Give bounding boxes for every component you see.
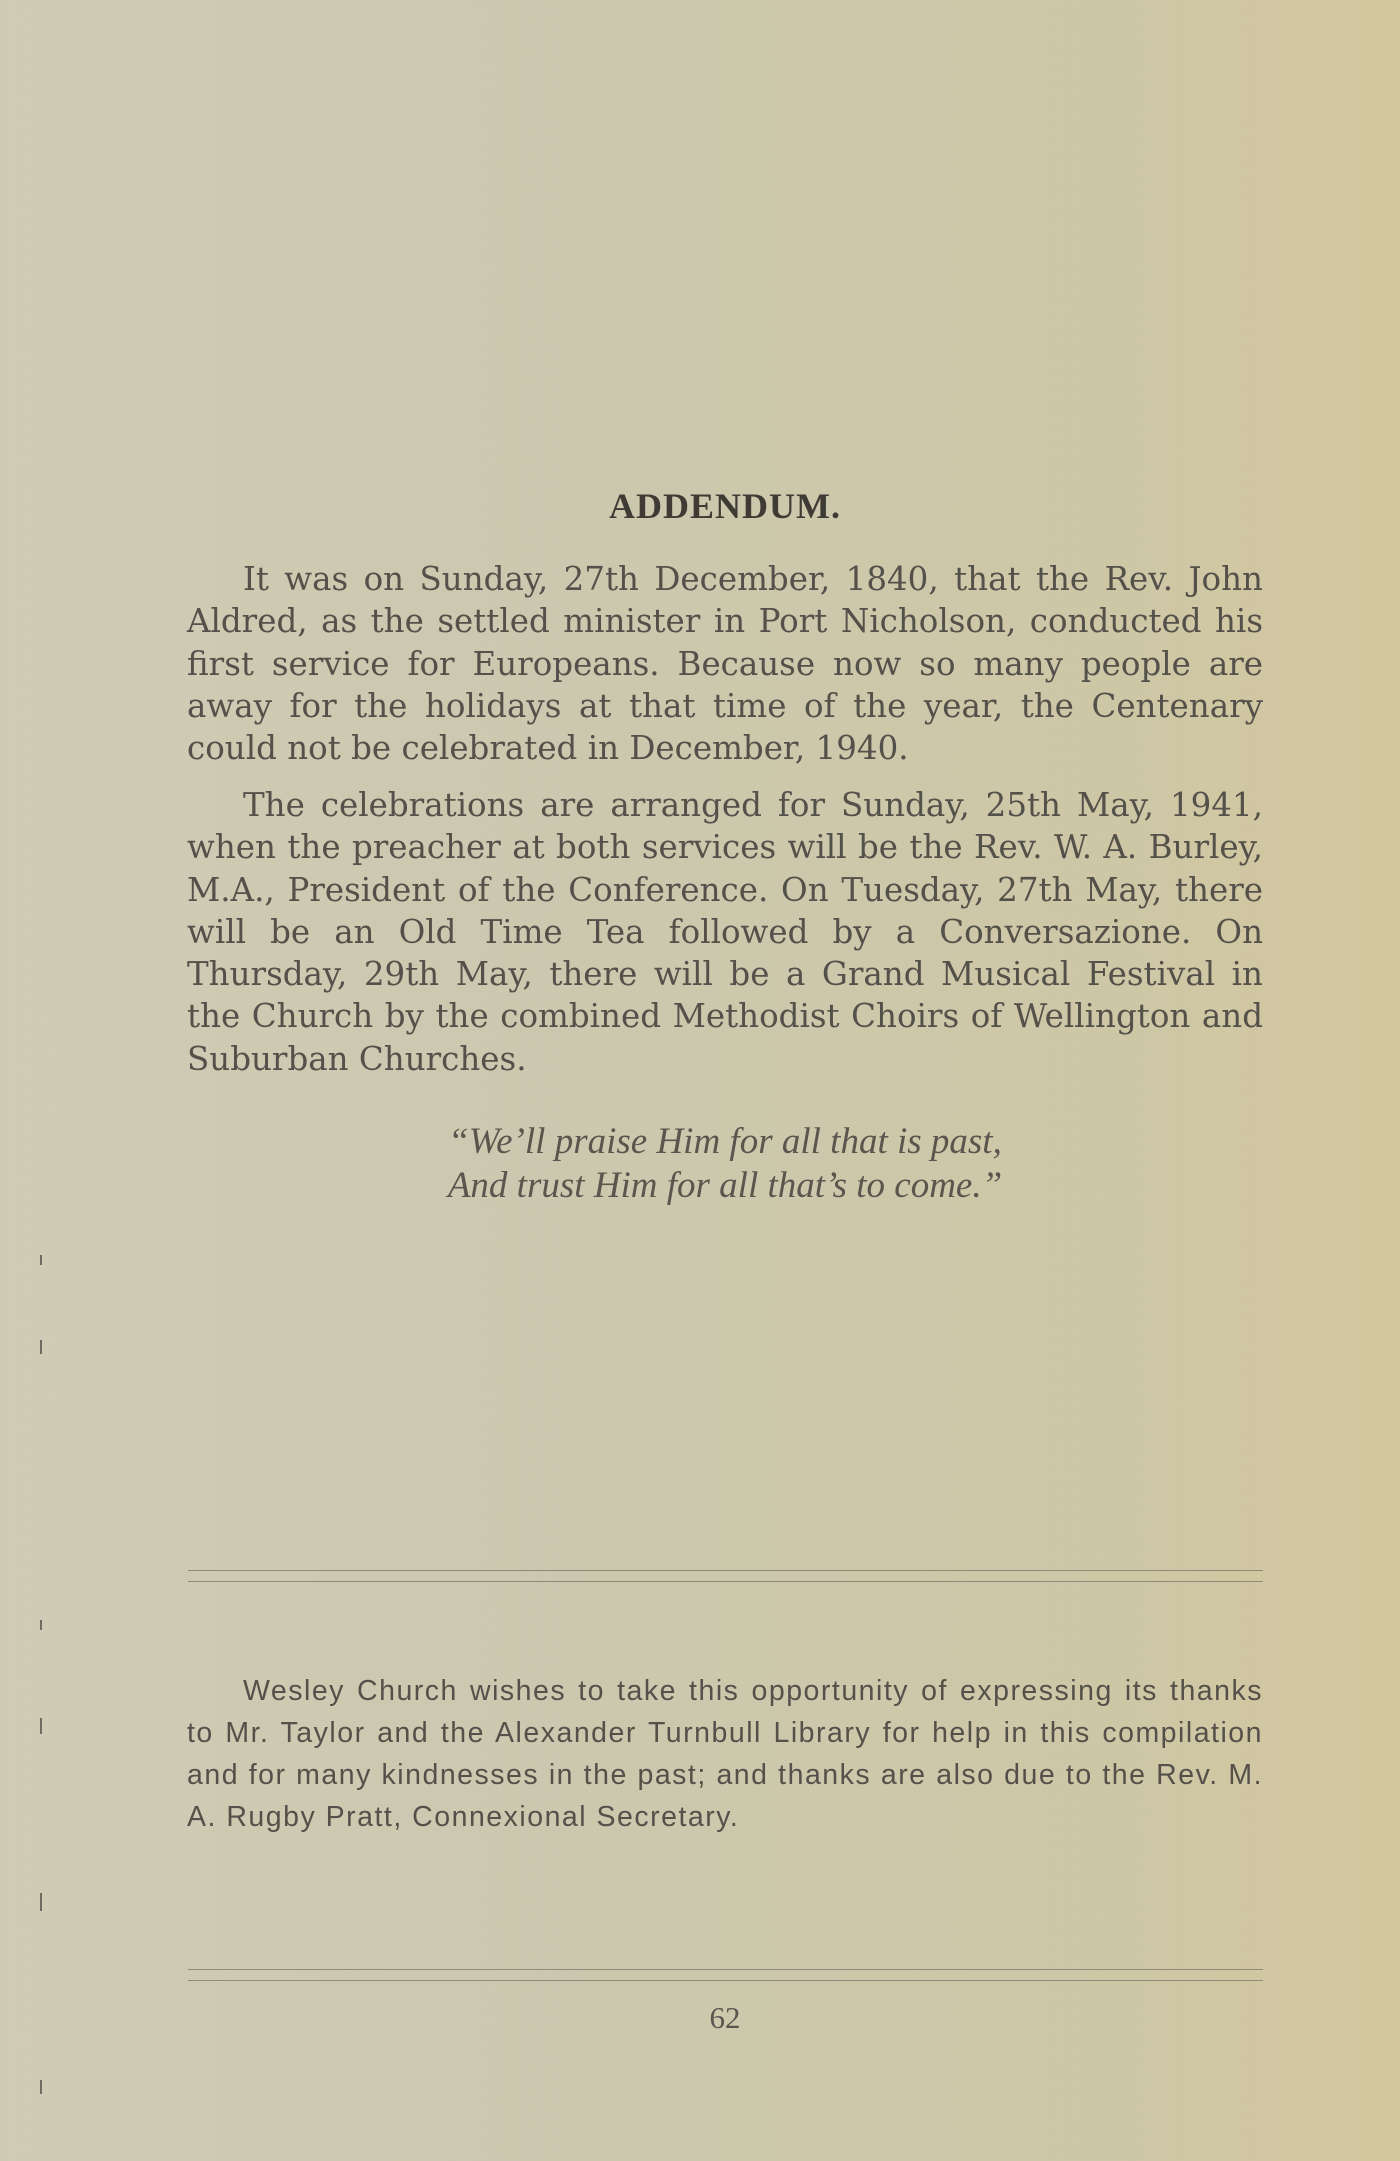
paragraph-centenary xyxy=(187,558,1263,769)
margin-speck xyxy=(40,1893,42,1911)
margin-speck xyxy=(40,2080,42,2094)
acknowledgement-paragraph xyxy=(187,1670,1263,1838)
margin-speck xyxy=(40,1340,42,1354)
divider-rule xyxy=(188,1581,1263,1582)
margin-speck xyxy=(40,1718,42,1734)
page-title: ADDENDUM. xyxy=(609,486,841,526)
acknowledgement-text: Wesley Church wishes to take this opportunity of expressing its thanks to Mr. Taylor and the Alexander Turnbull Library for help in this compilation and for many kindnesses in the past; and thanks are also due to the Rev. M. A. Rugby Pratt, Connexional Secretary. xyxy=(187,1675,1263,1833)
page-number: 62 xyxy=(709,2000,741,2035)
margin-speck xyxy=(40,1255,42,1265)
hymn-quote xyxy=(0,1120,1400,1208)
quote-line-1: “We’ll praise Him for all that is past, xyxy=(448,1121,1002,1162)
quote-line-2: And trust Him for all that’s to come.” xyxy=(447,1165,1003,1206)
paragraph-celebrations xyxy=(187,784,1263,1080)
paragraph-text: The celebrations are arranged for Sunday, 25th May, 1941, when the preacher at both services will be the Rev. W. A. Burley, M.A., President of the Conference. On Tuesday, 27th May, there will be an Old Time Tea followed by a Conversazione. On Thursday, 29th May, there will be a Grand Musical Festival in the Church by the combined Methodist Choirs of Wellington and Suburban Churches. xyxy=(187,786,1263,1078)
margin-speck xyxy=(40,1620,42,1630)
divider-rule xyxy=(188,1980,1263,1981)
paragraph-text: It was on Sunday, 27th December, 1840, that the Rev. John Aldred, as the settled minister in Port Nicholson, conducted his first service for Europeans. Because now so many people are away for the holidays at that time of the year, the Centenary could not be celebrated in December, 1940. xyxy=(187,560,1263,768)
divider-rule xyxy=(188,1969,1263,1970)
divider-rule xyxy=(188,1570,1263,1571)
